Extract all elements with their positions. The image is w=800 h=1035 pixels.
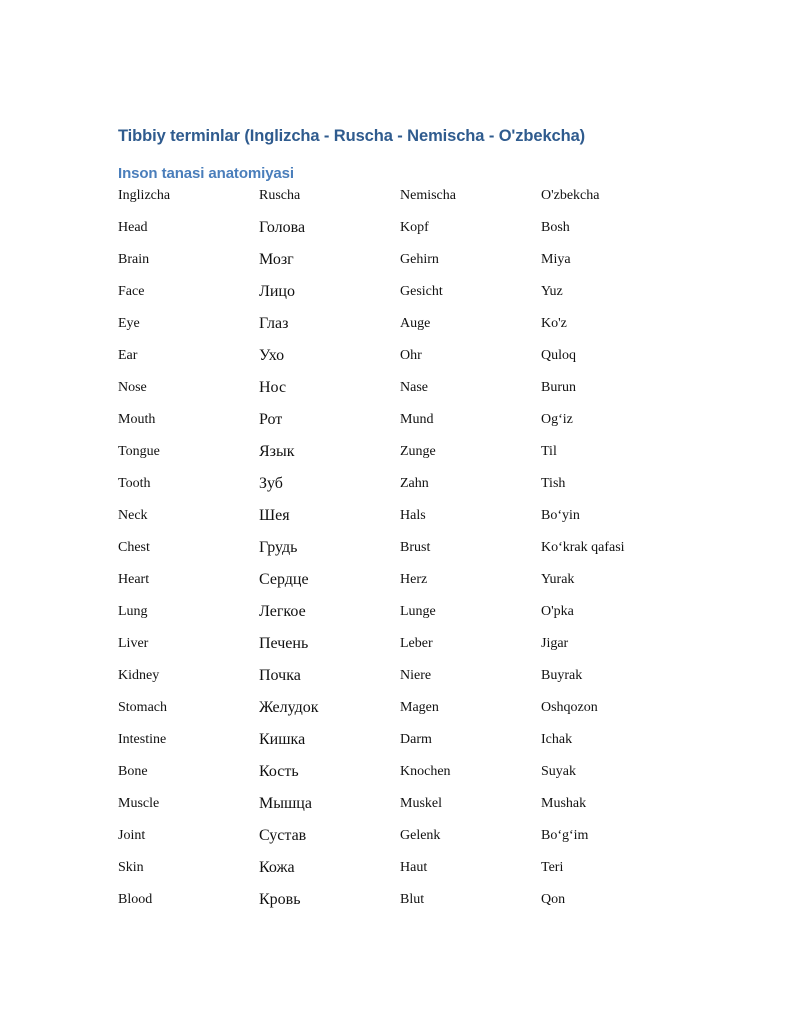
cell-russian: Голова [259, 219, 306, 236]
cell-german: Zunge [400, 444, 436, 459]
cell-german: Hals [400, 508, 426, 523]
cell-russian: Язык [259, 443, 295, 460]
cell-english: Ear [118, 348, 138, 363]
cell-english: Tongue [118, 444, 160, 459]
cell-english: Heart [118, 572, 150, 587]
cell-german: Haut [400, 860, 428, 875]
cell-english: Lung [118, 604, 148, 619]
cell-russian: Зуб [259, 475, 283, 492]
cell-russian: Кожа [259, 859, 295, 876]
cell-english: Face [118, 284, 145, 299]
cell-russian: Грудь [259, 539, 298, 556]
table-row [118, 468, 682, 500]
cell-german: Gesicht [400, 284, 443, 299]
cell-uzbek: Quloq [541, 348, 576, 363]
table-row [118, 660, 682, 692]
cell-uzbek: Buyrak [541, 668, 583, 683]
cell-english: Intestine [118, 732, 167, 747]
table-row [118, 564, 682, 596]
cell-german: Gelenk [400, 828, 441, 843]
table-row [118, 308, 682, 340]
table-row [118, 436, 682, 468]
cell-russian: Мышца [259, 795, 312, 812]
cell-english: Chest [118, 540, 150, 555]
table-row [118, 212, 682, 244]
cell-german: Darm [400, 732, 432, 747]
cell-german: Niere [400, 668, 432, 683]
cell-english: Blood [118, 892, 153, 907]
cell-english: Muscle [118, 796, 160, 811]
cell-german: Ohr [400, 348, 422, 363]
cell-german: Leber [400, 636, 433, 651]
cell-uzbek: Miya [541, 252, 571, 267]
cell-russian: Кишка [259, 731, 306, 748]
header-german: Nemischa [400, 188, 456, 203]
cell-russian: Нос [259, 379, 287, 396]
section-heading: Inson tanasi anatomiyasi [118, 165, 294, 182]
cell-uzbek: Ko‘krak qafasi [541, 540, 625, 555]
cell-russian: Мозг [259, 251, 294, 268]
table-row [118, 788, 682, 820]
cell-uzbek: Bosh [541, 220, 570, 235]
cell-uzbek: Oshqozon [541, 700, 598, 715]
cell-english: Brain [118, 252, 150, 267]
cell-russian: Сустав [259, 827, 307, 844]
cell-uzbek: Bo‘yin [541, 508, 580, 523]
cell-uzbek: Suyak [541, 764, 576, 779]
cell-german: Blut [400, 892, 425, 907]
cell-russian: Сердце [259, 571, 309, 588]
cell-uzbek: Mushak [541, 796, 587, 811]
cell-german: Nase [400, 380, 428, 395]
terms-table [118, 180, 682, 916]
cell-uzbek: Teri [541, 860, 564, 875]
cell-russian: Легкое [259, 603, 306, 620]
cell-english: Nose [118, 380, 147, 395]
cell-german: Brust [400, 540, 431, 555]
cell-russian: Кость [259, 763, 299, 780]
table-row [118, 884, 682, 916]
cell-english: Neck [118, 508, 148, 523]
cell-english: Mouth [118, 412, 156, 427]
table-header-row [118, 180, 682, 212]
cell-german: Knochen [400, 764, 451, 779]
table-row [118, 276, 682, 308]
cell-uzbek: Jigar [541, 636, 569, 651]
header-english: Inglizcha [118, 188, 171, 203]
table-row [118, 596, 682, 628]
table-row [118, 692, 682, 724]
cell-german: Magen [400, 700, 439, 715]
table-row [118, 756, 682, 788]
table-row [118, 628, 682, 660]
table-row [118, 372, 682, 404]
cell-russian: Глаз [259, 315, 289, 332]
cell-russian: Рот [259, 411, 283, 428]
cell-russian: Шея [259, 507, 290, 524]
table-row [118, 852, 682, 884]
cell-uzbek: O'pka [541, 604, 574, 619]
cell-uzbek: Til [541, 444, 557, 459]
cell-russian: Почка [259, 667, 301, 684]
cell-uzbek: Bo‘g‘im [541, 828, 589, 843]
cell-english: Eye [118, 316, 140, 331]
cell-german: Herz [400, 572, 428, 587]
cell-uzbek: Burun [541, 380, 576, 395]
cell-uzbek: Qon [541, 892, 566, 907]
table-row [118, 820, 682, 852]
cell-uzbek: Yuz [541, 284, 563, 299]
cell-russian: Желудок [259, 699, 319, 716]
table-row [118, 532, 682, 564]
cell-german: Kopf [400, 220, 429, 235]
cell-russian: Кровь [259, 891, 301, 908]
cell-german: Muskel [400, 796, 442, 811]
cell-english: Stomach [118, 700, 167, 715]
cell-german: Lunge [400, 604, 436, 619]
page-title: Tibbiy terminlar (Inglizcha - Ruscha - Nemischa - O'zbekcha) [118, 127, 586, 145]
cell-uzbek: Yurak [541, 572, 575, 587]
cell-uzbek: Tish [541, 476, 566, 491]
cell-russian: Ухо [259, 347, 285, 364]
table-row [118, 724, 682, 756]
cell-german: Mund [400, 412, 434, 427]
cell-german: Zahn [400, 476, 429, 491]
cell-english: Liver [118, 636, 149, 651]
cell-english: Kidney [118, 668, 160, 683]
table-row [118, 340, 682, 372]
cell-english: Head [118, 220, 148, 235]
table-row [118, 500, 682, 532]
table-row [118, 244, 682, 276]
cell-english: Joint [118, 828, 146, 843]
table-row [118, 404, 682, 436]
header-russian: Ruscha [259, 188, 301, 203]
header-uzbek: O'zbekcha [541, 188, 600, 203]
cell-german: Gehirn [400, 252, 439, 267]
cell-english: Bone [118, 764, 148, 779]
cell-english: Tooth [118, 476, 151, 491]
cell-uzbek: Ko'z [541, 316, 567, 331]
cell-english: Skin [118, 860, 144, 875]
cell-german: Auge [400, 316, 431, 331]
cell-uzbek: Ichak [541, 732, 573, 747]
cell-uzbek: Og‘iz [541, 412, 573, 427]
cell-russian: Печень [259, 635, 309, 652]
cell-russian: Лицо [259, 283, 295, 300]
